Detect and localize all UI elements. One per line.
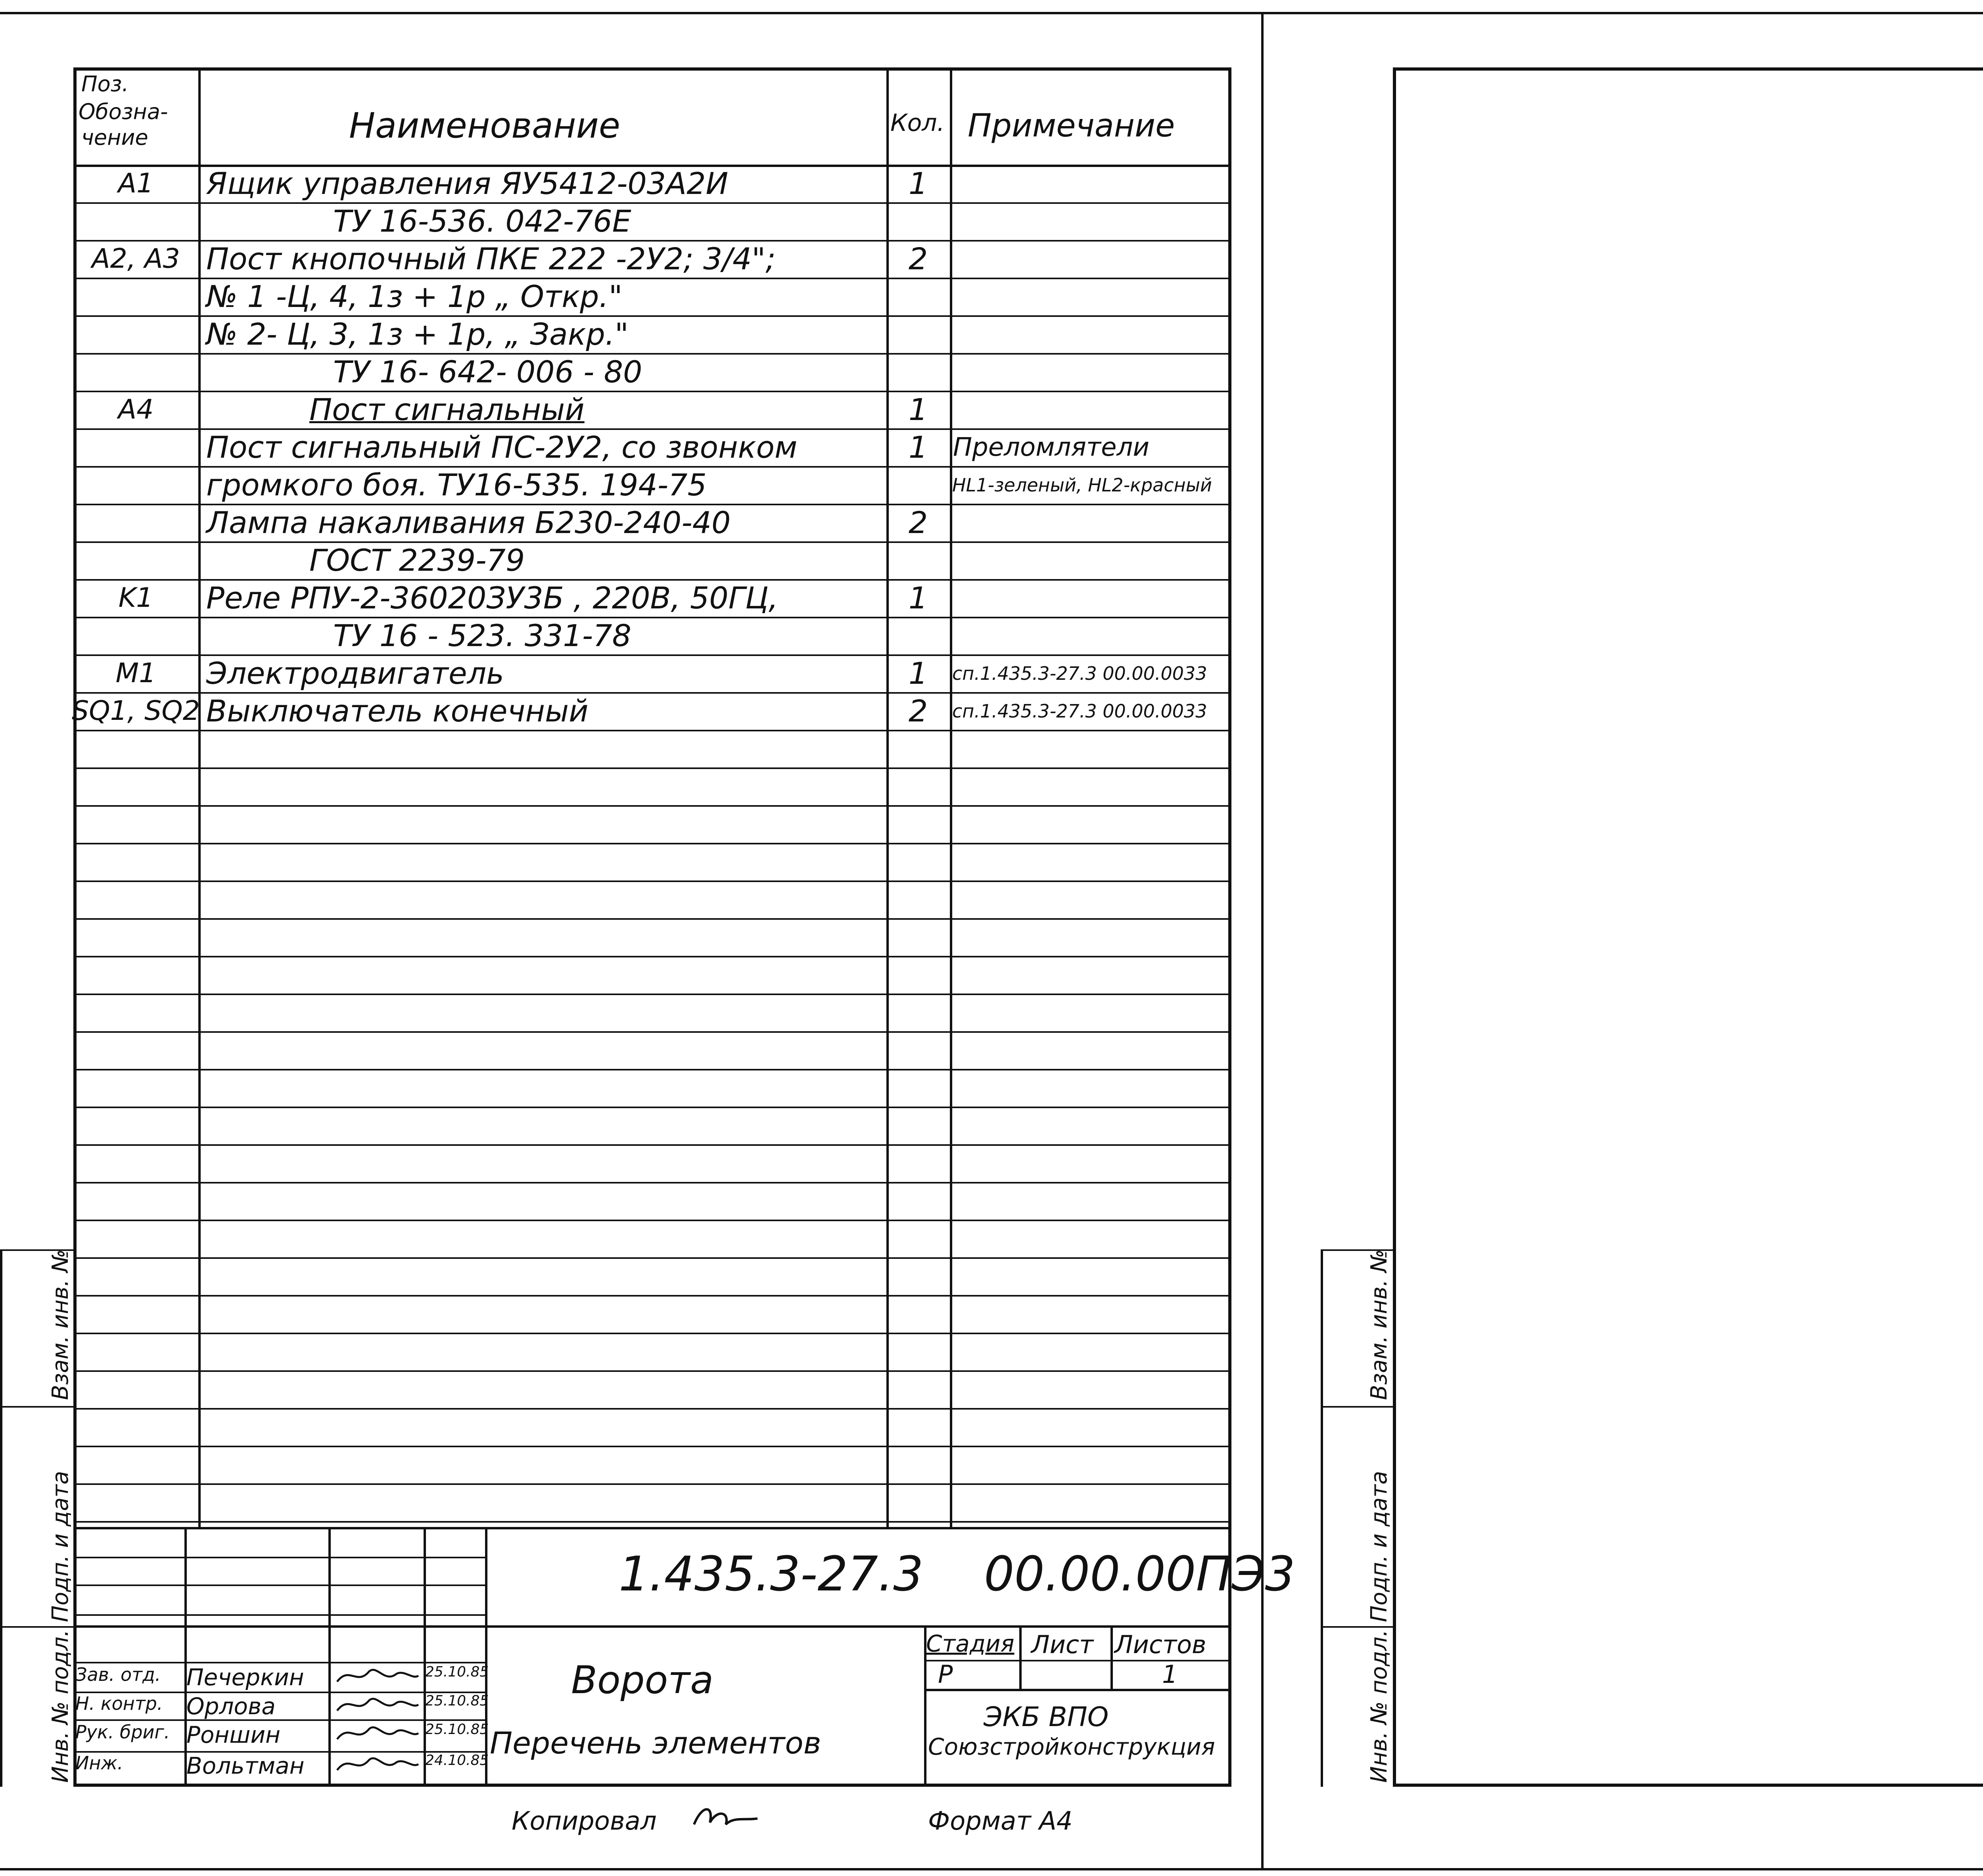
- row-note: [950, 504, 1235, 541]
- person-name: Печеркин: [186, 1664, 304, 1691]
- row-name-text: Пост кнопочный ПКЕ 222 -2У2; 3/4";: [206, 241, 776, 276]
- signature: [333, 1719, 420, 1747]
- row-pos-text: A2, A3: [92, 243, 180, 274]
- row-qty: [886, 165, 950, 202]
- row-qty: [886, 466, 950, 504]
- row-note: [950, 466, 1234, 504]
- empty-row-separator: [73, 843, 1231, 844]
- person-date: 25.10.85: [425, 1693, 489, 1709]
- person-role: Инж.: [75, 1752, 123, 1774]
- row-qty-text: 1: [908, 580, 928, 616]
- row-pos-text: A1: [118, 168, 154, 199]
- row-name-text: № 1 -Ц, 4, 1з + 1р „ Откр.": [206, 279, 623, 314]
- bottom-border: [0, 1868, 1983, 1870]
- row-qty: [886, 353, 950, 391]
- row-qty-text: 2: [908, 241, 928, 276]
- row-name-text: Электродвигатель: [206, 656, 504, 691]
- row-pos: [73, 278, 198, 315]
- empty-row-separator: [73, 1295, 1231, 1297]
- right-stamp-sep2: [1321, 1626, 1394, 1628]
- person-role: Зав. отд.: [75, 1664, 161, 1685]
- row-note: [950, 428, 1235, 466]
- row-name-text: Пост сигнальный ПС-2У2, со звонком: [206, 430, 798, 465]
- row-qty-text: 1: [908, 430, 928, 465]
- row-pos: [73, 617, 198, 654]
- empty-row-separator: [73, 1144, 1231, 1146]
- right-frame: [1393, 67, 1983, 1787]
- empty-row-separator: [73, 1408, 1231, 1410]
- row-name: [198, 654, 894, 692]
- empty-row-separator: [73, 994, 1231, 995]
- empty-row-separator: [73, 1182, 1231, 1184]
- row-note: [950, 315, 1235, 353]
- row-pos: [73, 202, 198, 240]
- person-date: 24.10.85: [425, 1752, 489, 1769]
- left-stamp-sep1: [0, 1406, 73, 1408]
- row-qty: [886, 315, 950, 353]
- empty-row-separator: [73, 1069, 1231, 1070]
- row-name: [198, 504, 894, 541]
- title-line2: Перечень элементов: [490, 1725, 821, 1761]
- top-border: [0, 12, 1983, 14]
- row-qty: [886, 541, 950, 579]
- row-pos-text: A4: [118, 394, 154, 425]
- row-qty-text: 1: [908, 166, 928, 201]
- tb-row-1: [73, 1557, 486, 1558]
- row-qty: [886, 391, 950, 428]
- tb-title-right: [924, 1689, 926, 1787]
- row-note: [950, 541, 1235, 579]
- org-line2: Союзстройконструкция: [928, 1733, 1215, 1760]
- row-qty: [886, 579, 950, 617]
- person-name: Вольтман: [186, 1752, 305, 1779]
- row-pos: [73, 466, 198, 504]
- row-name-text: громкого боя. ТУ16-535. 194-75: [206, 467, 707, 503]
- empty-row-separator: [73, 1483, 1231, 1485]
- row-name: [198, 541, 997, 579]
- sheets-label: Листов: [1114, 1630, 1206, 1659]
- row-name-text: Выключатель конечный: [206, 693, 589, 729]
- footer-format: Формат А4: [928, 1807, 1073, 1836]
- row-name: [198, 165, 894, 202]
- row-pos: [73, 428, 198, 466]
- row-note: [950, 353, 1235, 391]
- row-name-text: № 2- Ц, 3, 1з + 1р, „ Закр.": [206, 317, 629, 352]
- header-name: Наименование: [349, 105, 620, 146]
- row-pos: [73, 165, 198, 202]
- tb-row-3: [73, 1614, 486, 1616]
- row-note: [950, 617, 1235, 654]
- row-note: [950, 240, 1235, 278]
- row-note-text: сп.1.435.3-27.3 00.00.0033: [952, 662, 1207, 684]
- sheets-value: 1: [1162, 1660, 1178, 1689]
- signature: [333, 1662, 420, 1690]
- title-block-top: [73, 1527, 1231, 1529]
- right-stamp-inv-podl: Инв. № подл.: [1366, 1629, 1392, 1783]
- row-separator: [73, 730, 1231, 731]
- row-qty-text: 1: [908, 392, 928, 427]
- empty-row-separator: [73, 956, 1231, 957]
- tb-row-7: [73, 1719, 486, 1721]
- row-name: [198, 428, 894, 466]
- empty-row-separator: [73, 918, 1231, 920]
- header-note: Примечание: [968, 107, 1175, 144]
- row-pos-text: M1: [115, 658, 156, 689]
- row-name-text: Ящик управления ЯУ5412-03А2И: [206, 166, 729, 201]
- row-qty: [886, 504, 950, 541]
- left-stamp-vzam-inv: Взам. инв. №: [48, 1249, 73, 1400]
- empty-row-separator: [73, 1333, 1231, 1334]
- row-qty: [886, 278, 950, 315]
- row-name: [198, 692, 894, 730]
- tb-row-5: [73, 1662, 486, 1663]
- header-pos-line3: чение: [81, 125, 148, 150]
- row-qty-text: 1: [908, 656, 928, 691]
- row-name-text: ГОСТ 2239-79: [309, 543, 525, 578]
- stage-label: Стадия: [926, 1630, 1015, 1657]
- tb-row-4: [73, 1625, 1231, 1628]
- row-name-text: ТУ 16-536. 042-76Е: [333, 203, 631, 239]
- row-pos: [73, 240, 198, 278]
- row-qty: [886, 202, 950, 240]
- tb-stage-mid: [924, 1660, 1231, 1661]
- stage-value: Р: [938, 1660, 953, 1689]
- header-pos-line1: Поз.: [81, 71, 129, 96]
- row-pos: [73, 692, 198, 730]
- footer-copied: Копировал: [512, 1807, 657, 1836]
- row-qty: [886, 617, 950, 654]
- row-name: [198, 579, 894, 617]
- header-qty: Кол.: [890, 109, 945, 137]
- empty-row-separator: [73, 805, 1231, 807]
- row-pos-text: SQ1, SQ2: [71, 695, 200, 727]
- empty-row-separator: [73, 1257, 1231, 1259]
- row-pos: [73, 654, 198, 692]
- row-note: [950, 579, 1235, 617]
- row-name-text: ТУ 16 - 523. 331-78: [333, 618, 631, 653]
- row-qty: [886, 240, 950, 278]
- row-pos: [73, 353, 198, 391]
- row-pos-text: K1: [118, 582, 153, 614]
- title-line1: Ворота: [571, 1658, 714, 1702]
- person-name: Орлова: [186, 1693, 276, 1720]
- person-date: 25.10.85: [425, 1664, 489, 1680]
- row-pos: [73, 541, 198, 579]
- row-note: [950, 165, 1235, 202]
- row-note-text: Преломлятели: [953, 432, 1150, 462]
- org-line1: ЭКБ ВПО: [984, 1701, 1109, 1733]
- left-stamp-strip-left: [0, 1249, 2, 1787]
- row-note: [950, 278, 1235, 315]
- row-pos: [73, 315, 198, 353]
- tb-col-d: [485, 1527, 487, 1787]
- tb-sheet-right: [1110, 1625, 1113, 1690]
- row-name-text: Пост сигнальный: [309, 392, 585, 427]
- person-role: Н. контр.: [75, 1693, 163, 1714]
- header-pos-line2: Обозна-: [79, 99, 168, 124]
- row-qty: [886, 428, 950, 466]
- empty-row-separator: [73, 1220, 1231, 1221]
- row-note: [950, 654, 1234, 692]
- row-note: [950, 391, 1235, 428]
- left-stamp-podp-data: Подп. и дата: [48, 1471, 73, 1622]
- tb-row-2: [73, 1584, 486, 1586]
- left-stamp-inv-podl: Инв. № подл.: [48, 1629, 73, 1783]
- tb-stage-bottom: [924, 1689, 1231, 1691]
- designation: 1.435.3-27.3 00.00.00ПЭ3: [619, 1547, 1295, 1602]
- row-name: [198, 240, 894, 278]
- row-qty: [886, 654, 950, 692]
- empty-row-separator: [73, 1107, 1231, 1108]
- empty-row-separator: [73, 1521, 1231, 1523]
- row-note: [950, 202, 1235, 240]
- row-pos: [73, 391, 198, 428]
- row-note-text: сп.1.435.3-27.3 00.00.0033: [952, 700, 1207, 722]
- copier-signature: [690, 1801, 761, 1836]
- row-pos: [73, 579, 198, 617]
- row-pos: [73, 504, 198, 541]
- empty-row-separator: [73, 880, 1231, 882]
- signature: [333, 1750, 420, 1778]
- sheet-label: Лист: [1031, 1630, 1094, 1659]
- right-stamp-strip-left: [1321, 1249, 1323, 1787]
- row-qty: [886, 692, 950, 730]
- tb-col-b: [328, 1527, 331, 1787]
- right-stamp-sep1: [1321, 1406, 1394, 1408]
- row-qty-text: 2: [908, 693, 928, 729]
- row-note: [950, 692, 1234, 730]
- row-qty-text: 2: [908, 505, 928, 540]
- left-stamp-sep2: [0, 1626, 73, 1628]
- row-name-text: ТУ 16- 642- 006 - 80: [333, 354, 642, 389]
- right-stamp-podp-data: Подп. и дата: [1366, 1471, 1392, 1622]
- empty-row-separator: [73, 1446, 1231, 1447]
- row-name-text: Лампа накаливания Б230-240-40: [206, 505, 731, 540]
- row-name: [198, 391, 997, 428]
- tb-col-c: [424, 1527, 426, 1787]
- row-note-text: HL1-зеленый, HL2-красный: [952, 474, 1212, 496]
- tb-stage-right: [1019, 1625, 1022, 1690]
- empty-row-separator: [73, 1370, 1231, 1372]
- row-name: [198, 278, 894, 315]
- signature: [333, 1691, 420, 1719]
- empty-row-separator: [73, 767, 1231, 769]
- right-stamp-vzam-inv: Взам. инв. №: [1366, 1249, 1392, 1400]
- person-name: Роншин: [186, 1721, 281, 1748]
- person-date: 25.10.85: [425, 1721, 489, 1738]
- row-name: [198, 315, 894, 353]
- row-name-text: Реле РПУ-2-36020ЗУ3Б , 220В, 50ГЦ,: [206, 580, 779, 616]
- empty-row-separator: [73, 1031, 1231, 1033]
- row-name: [198, 466, 894, 504]
- person-role: Рук. бриг.: [75, 1721, 170, 1743]
